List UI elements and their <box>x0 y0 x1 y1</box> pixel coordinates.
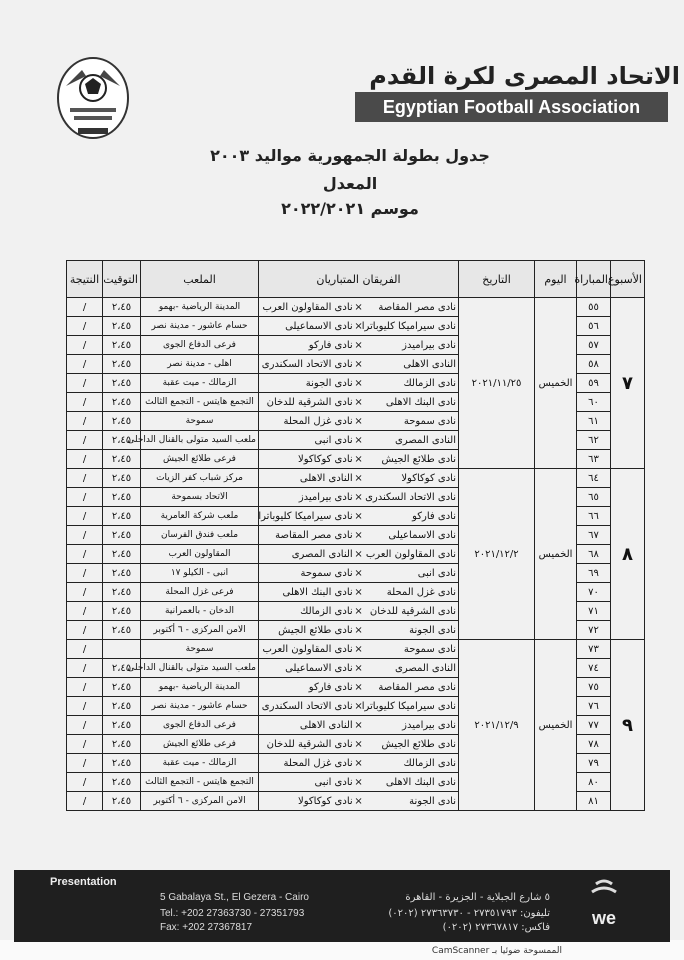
presentation-sports-logo: Presentation <box>50 876 117 888</box>
match-number: ٥٥ <box>577 298 611 317</box>
match-result: / <box>67 621 103 640</box>
match-result: / <box>67 336 103 355</box>
teams-cell <box>259 659 459 678</box>
match-result: / <box>67 754 103 773</box>
association-name-english: Egyptian Football Association <box>355 92 668 122</box>
teams-cell <box>259 621 459 640</box>
venue: حسام عاشور - مدينة نصر <box>141 317 259 336</box>
away-team: نادى الاتحاد السكندرى <box>261 358 353 370</box>
teams-cell <box>259 431 459 450</box>
versus-mark: × <box>354 757 363 769</box>
kickoff-time: ٢،٤٥ <box>103 412 141 431</box>
col-venue: الملعب <box>141 261 259 298</box>
match-number: ٧٨ <box>577 735 611 754</box>
match-number: ٥٦ <box>577 317 611 336</box>
venue: حسام عاشور - مدينة نصر <box>141 697 259 716</box>
kickoff-time: ٢،٤٥ <box>103 317 141 336</box>
away-team: نادى غزل المحلة <box>283 415 353 427</box>
versus-mark: × <box>354 434 363 446</box>
home-team: نادى الجونة <box>409 795 456 807</box>
match-number: ٧١ <box>577 602 611 621</box>
match-result: / <box>67 450 103 469</box>
home-team: النادى المصرى <box>395 434 456 446</box>
teams-cell <box>259 450 459 469</box>
match-date: ٢٠٢١/١٢/٢ <box>459 469 535 640</box>
kickoff-time: ٢،٤٥ <box>103 393 141 412</box>
col-date: التاريخ <box>459 261 535 298</box>
venue: المدينة الرياضية -بهمو <box>141 298 259 317</box>
home-team: نادى بيراميدز <box>402 719 456 731</box>
venue: مركز شباب كفر الزيات <box>141 469 259 488</box>
venue: الزمالك - ميت عقبة <box>141 754 259 773</box>
teams-cell <box>259 469 459 488</box>
match-result: / <box>67 792 103 811</box>
match-result: / <box>67 431 103 450</box>
versus-mark: × <box>354 776 363 788</box>
venue: المقاولون العرب <box>141 545 259 564</box>
away-team: نادى غزل المحلة <box>283 757 353 769</box>
association-name-arabic: الاتحاد المصرى لكرة القدم <box>369 62 680 90</box>
home-team: نادى مصر المقاصة <box>378 681 456 693</box>
match-result: / <box>67 355 103 374</box>
match-number: ٦٥ <box>577 488 611 507</box>
away-team: نادى الجونة <box>305 377 353 389</box>
match-number: ٧٤ <box>577 659 611 678</box>
match-number: ٧٥ <box>577 678 611 697</box>
kickoff-time: ٢،٤٥ <box>103 545 141 564</box>
away-team: نادى بيراميدز <box>298 491 353 503</box>
venue: سموحة <box>141 412 259 431</box>
versus-mark: × <box>354 795 363 807</box>
match-result: / <box>67 526 103 545</box>
fax-arabic: فاكس: ٢٧٣٦٧٨١٧ (٠٢٠٢) <box>442 922 550 933</box>
versus-mark: × <box>354 510 363 522</box>
versus-mark: × <box>354 624 363 636</box>
venue: الامن المركزى - ٦ أكتوبر <box>141 621 259 640</box>
match-number: ٧٧ <box>577 716 611 735</box>
home-team: النادى الاهلى <box>403 358 456 370</box>
teams-cell <box>259 545 459 564</box>
match-number: ٦٣ <box>577 450 611 469</box>
home-team: نادى فاركو <box>412 510 456 522</box>
kickoff-time: ٢،٤٥ <box>103 621 141 640</box>
teams-cell <box>259 735 459 754</box>
versus-mark: × <box>354 719 363 731</box>
away-team: النادى الاهلى <box>299 472 353 484</box>
match-number: ٦٧ <box>577 526 611 545</box>
kickoff-time: ٢،٤٥ <box>103 526 141 545</box>
away-team: نادى الشرقية للدخان <box>266 396 353 408</box>
week-number: ٨ <box>611 469 645 640</box>
venue: التجمع هايتس - التجمع الثالث <box>141 393 259 412</box>
svg-text:we: we <box>591 908 617 928</box>
kickoff-time: ٢،٤٥ <box>103 773 141 792</box>
home-team: نادى الجونة <box>409 624 456 636</box>
kickoff-time: ٢،٤٥ <box>103 716 141 735</box>
teams-cell <box>259 507 459 526</box>
home-team: نادى المقاولون العرب <box>365 548 456 560</box>
versus-mark: × <box>354 681 363 693</box>
away-team: نادى سموحة <box>300 567 353 579</box>
venue: فرعى الدفاع الجوى <box>141 716 259 735</box>
teams-cell <box>259 697 459 716</box>
venue: المدينة الرياضية -بهمو <box>141 678 259 697</box>
away-team: نادى طلائع الجيش <box>278 624 353 636</box>
venue: ملعب شركة العامرية <box>141 507 259 526</box>
kickoff-time: ٢،٤٥ <box>103 507 141 526</box>
versus-mark: × <box>354 700 363 712</box>
venue: فرعى الدفاع الجوى <box>141 336 259 355</box>
away-team: نادى البنك الاهلى <box>282 586 353 598</box>
match-number: ٥٧ <box>577 336 611 355</box>
teams-cell <box>259 602 459 621</box>
venue: فرعى غزل المحلة <box>141 583 259 602</box>
schedule-table <box>66 260 645 811</box>
match-number: ٨١ <box>577 792 611 811</box>
match-date: ٢٠٢١/١١/٢٥ <box>459 298 535 469</box>
match-number: ٧٢ <box>577 621 611 640</box>
home-team: نادى سموحة <box>403 643 456 655</box>
versus-mark: × <box>354 320 363 332</box>
away-team: نادى فاركو <box>308 339 353 351</box>
kickoff-time: ٢،٤٥ <box>103 735 141 754</box>
match-result: / <box>67 374 103 393</box>
match-result: / <box>67 640 103 659</box>
teams-cell <box>259 792 459 811</box>
week-number: ٧ <box>611 298 645 469</box>
kickoff-time: ٢،٤٥ <box>103 488 141 507</box>
kickoff-time: ٢،٤٥ <box>103 602 141 621</box>
schedule-title: جدول بطولة الجمهورية مواليد ٢٠٠٣ <box>210 146 490 165</box>
kickoff-time: ٢،٤٥ <box>103 697 141 716</box>
versus-mark: × <box>354 643 363 655</box>
teams-cell <box>259 716 459 735</box>
match-result: / <box>67 697 103 716</box>
versus-mark: × <box>354 453 363 465</box>
teams-cell <box>259 317 459 336</box>
table-row <box>67 469 645 488</box>
efa-logo-icon <box>56 56 130 146</box>
away-team: نادى انبى <box>314 434 353 446</box>
teams-cell <box>259 298 459 317</box>
schedule-subtitle: المعدل <box>322 174 378 193</box>
match-number: ٦١ <box>577 412 611 431</box>
home-team: نادى البنك الاهلى <box>385 776 456 788</box>
kickoff-time: ٢،٤٥ <box>103 754 141 773</box>
home-team: نادى مصر المقاصة <box>378 301 456 313</box>
match-number: ٦٢ <box>577 431 611 450</box>
match-result: / <box>67 564 103 583</box>
match-number: ٦٤ <box>577 469 611 488</box>
kickoff-time: ٢،٤٥ <box>103 355 141 374</box>
match-result: / <box>67 735 103 754</box>
versus-mark: × <box>354 738 363 750</box>
match-result: / <box>67 716 103 735</box>
teams-cell <box>259 678 459 697</box>
match-result: / <box>67 317 103 336</box>
match-result: / <box>67 773 103 792</box>
phone-arabic: تليفون: ٢٧٣٥١٧٩٣ - ٢٧٣٦٣٧٣٠ (٠٢٠٢) <box>388 908 550 919</box>
home-team: نادى بيراميدز <box>402 339 456 351</box>
kickoff-time: ٢،٤٥ <box>103 792 141 811</box>
away-team: نادى انبى <box>314 776 353 788</box>
away-team: نادى المقاولون العرب <box>262 301 353 313</box>
phone-english: Tel.: +202 27363730 - 27351793 <box>160 908 305 919</box>
away-team: نادى فاركو <box>308 681 353 693</box>
match-number: ٧٩ <box>577 754 611 773</box>
away-team: نادى الشرقية للدخان <box>266 738 353 750</box>
teams-cell <box>259 754 459 773</box>
match-result: / <box>67 469 103 488</box>
versus-mark: × <box>354 548 363 560</box>
teams-cell <box>259 488 459 507</box>
kickoff-time: ٢،٤٥ <box>103 450 141 469</box>
teams-cell <box>259 393 459 412</box>
venue: سموحة <box>141 640 259 659</box>
versus-mark: × <box>354 567 363 579</box>
teams-cell <box>259 526 459 545</box>
home-team: النادى المصرى <box>395 662 456 674</box>
teams-cell <box>259 374 459 393</box>
kickoff-time <box>103 640 141 659</box>
we-sponsor-logo-icon <box>574 878 634 934</box>
away-team: نادى الاسماعيلى <box>285 662 353 674</box>
teams-cell <box>259 412 459 431</box>
match-number: ٥٨ <box>577 355 611 374</box>
col-day: اليوم <box>535 261 577 298</box>
match-day: الخميس <box>535 298 577 469</box>
home-team: نادى الزمالك <box>403 757 456 769</box>
home-team: نادى غزل المحلة <box>386 586 456 598</box>
away-team: نادى مصر المقاصة <box>275 529 353 541</box>
versus-mark: × <box>354 605 363 617</box>
match-result: / <box>67 488 103 507</box>
away-team: نادى الاتحاد السكندرى <box>261 700 353 712</box>
venue: فرعى طلائع الجيش <box>141 450 259 469</box>
home-team: نادى الزمالك <box>403 377 456 389</box>
versus-mark: × <box>354 339 363 351</box>
kickoff-time: ٢،٤٥ <box>103 583 141 602</box>
home-team: نادى الشرقية للدخان <box>369 605 456 617</box>
away-team: نادى كوكاكولا <box>298 795 353 807</box>
home-team: نادى طلائع الجيش <box>381 453 456 465</box>
col-result: النتيجة <box>67 261 103 298</box>
versus-mark: × <box>354 529 363 541</box>
match-number: ٧٣ <box>577 640 611 659</box>
address-english: 5 Gabalaya St., El Gezera - Cairo <box>160 892 309 903</box>
teams-cell <box>259 336 459 355</box>
match-number: ٦٠ <box>577 393 611 412</box>
table-row <box>67 640 645 659</box>
teams-cell <box>259 564 459 583</box>
match-result: / <box>67 298 103 317</box>
week-number: ٩ <box>611 640 645 811</box>
kickoff-time: ٢،٤٥ <box>103 469 141 488</box>
home-team: نادى انبى <box>417 567 456 579</box>
camscanner-watermark: الممسوحة ضوئيا بـ CamScanner <box>431 946 562 956</box>
home-team: نادى الاسماعيلى <box>388 529 456 541</box>
venue: الزمالك - ميت عقبة <box>141 374 259 393</box>
match-number: ٦٦ <box>577 507 611 526</box>
away-team: النادى الاهلى <box>299 719 353 731</box>
away-team: نادى الزمالك <box>300 605 353 617</box>
versus-mark: × <box>354 472 363 484</box>
venue: الدخان - بالعمرانية <box>141 602 259 621</box>
kickoff-time: ٢،٤٥ <box>103 431 141 450</box>
home-team: نادى البنك الاهلى <box>385 396 456 408</box>
kickoff-time: ٢،٤٥ <box>103 678 141 697</box>
kickoff-time: ٢،٤٥ <box>103 336 141 355</box>
match-number: ٦٩ <box>577 564 611 583</box>
col-week: الأسبوع <box>611 261 645 298</box>
teams-cell <box>259 583 459 602</box>
venue: انبى - الكيلو ١٧ <box>141 564 259 583</box>
match-result: / <box>67 507 103 526</box>
venue: ملعب السيد متولى بالقنال الداخلى <box>141 431 259 450</box>
versus-mark: × <box>354 396 363 408</box>
teams-cell <box>259 640 459 659</box>
home-team: نادى كوكاكولا <box>401 472 456 484</box>
match-date: ٢٠٢١/١٢/٩ <box>459 640 535 811</box>
match-day: الخميس <box>535 469 577 640</box>
home-team: نادى سموحة <box>403 415 456 427</box>
kickoff-time: ٢،٤٥ <box>103 564 141 583</box>
venue: ملعب فندق الفرسان <box>141 526 259 545</box>
col-match: المباراة <box>577 261 611 298</box>
venue: الاتحاد بسموحة <box>141 488 259 507</box>
venue: الامن المركزى - ٦ أكتوبر <box>141 792 259 811</box>
versus-mark: × <box>354 415 363 427</box>
match-result: / <box>67 659 103 678</box>
teams-cell <box>259 355 459 374</box>
kickoff-time: ٢،٤٥ <box>103 374 141 393</box>
match-day: الخميس <box>535 640 577 811</box>
home-team: نادى طلائع الجيش <box>381 738 456 750</box>
away-team: نادى المقاولون العرب <box>262 643 353 655</box>
match-result: / <box>67 393 103 412</box>
kickoff-time: ٢،٤٥ <box>103 659 141 678</box>
versus-mark: × <box>354 301 363 313</box>
kickoff-time: ٢،٤٥ <box>103 298 141 317</box>
venue: ملعب السيد متولى بالقنال الداخلى <box>141 659 259 678</box>
match-result: / <box>67 678 103 697</box>
versus-mark: × <box>354 586 363 598</box>
table-header-row <box>67 261 645 298</box>
away-team: نادى سيراميكا كليوباترا <box>258 510 353 522</box>
away-team: نادى الاسماعيلى <box>285 320 353 332</box>
table-row <box>67 298 645 317</box>
away-team: نادى كوكاكولا <box>298 453 353 465</box>
versus-mark: × <box>354 358 363 370</box>
match-number: ٧٠ <box>577 583 611 602</box>
col-teams: الفريقان المتباريان <box>259 261 459 298</box>
home-team: نادى سيراميكا كليوباترا <box>361 320 456 332</box>
season-label: موسم ٢٠٢٢/٢٠٢١ <box>281 199 419 218</box>
teams-cell <box>259 773 459 792</box>
footer-bar <box>14 870 670 942</box>
address-arabic: ٥ شارع الجبلاية - الجزيرة - القاهرة <box>405 892 550 903</box>
versus-mark: × <box>354 377 363 389</box>
away-team: النادى المصرى <box>291 548 353 560</box>
venue: التجمع هايتس - التجمع الثالث <box>141 773 259 792</box>
match-number: ٥٩ <box>577 374 611 393</box>
venue: فرعى طلائع الجيش <box>141 735 259 754</box>
match-result: / <box>67 583 103 602</box>
home-team: نادى الاتحاد السكندرى <box>365 491 456 503</box>
versus-mark: × <box>354 662 363 674</box>
match-number: ٨٠ <box>577 773 611 792</box>
venue: اهلى - مدينة نصر <box>141 355 259 374</box>
home-team: نادى سيراميكا كليوباترا <box>361 700 456 712</box>
match-result: / <box>67 412 103 431</box>
match-result: / <box>67 545 103 564</box>
col-time: التوقيت <box>103 261 141 298</box>
match-number: ٧٦ <box>577 697 611 716</box>
match-number: ٦٨ <box>577 545 611 564</box>
fax-english: Fax: +202 27367817 <box>160 922 253 933</box>
versus-mark: × <box>354 491 363 503</box>
match-result: / <box>67 602 103 621</box>
